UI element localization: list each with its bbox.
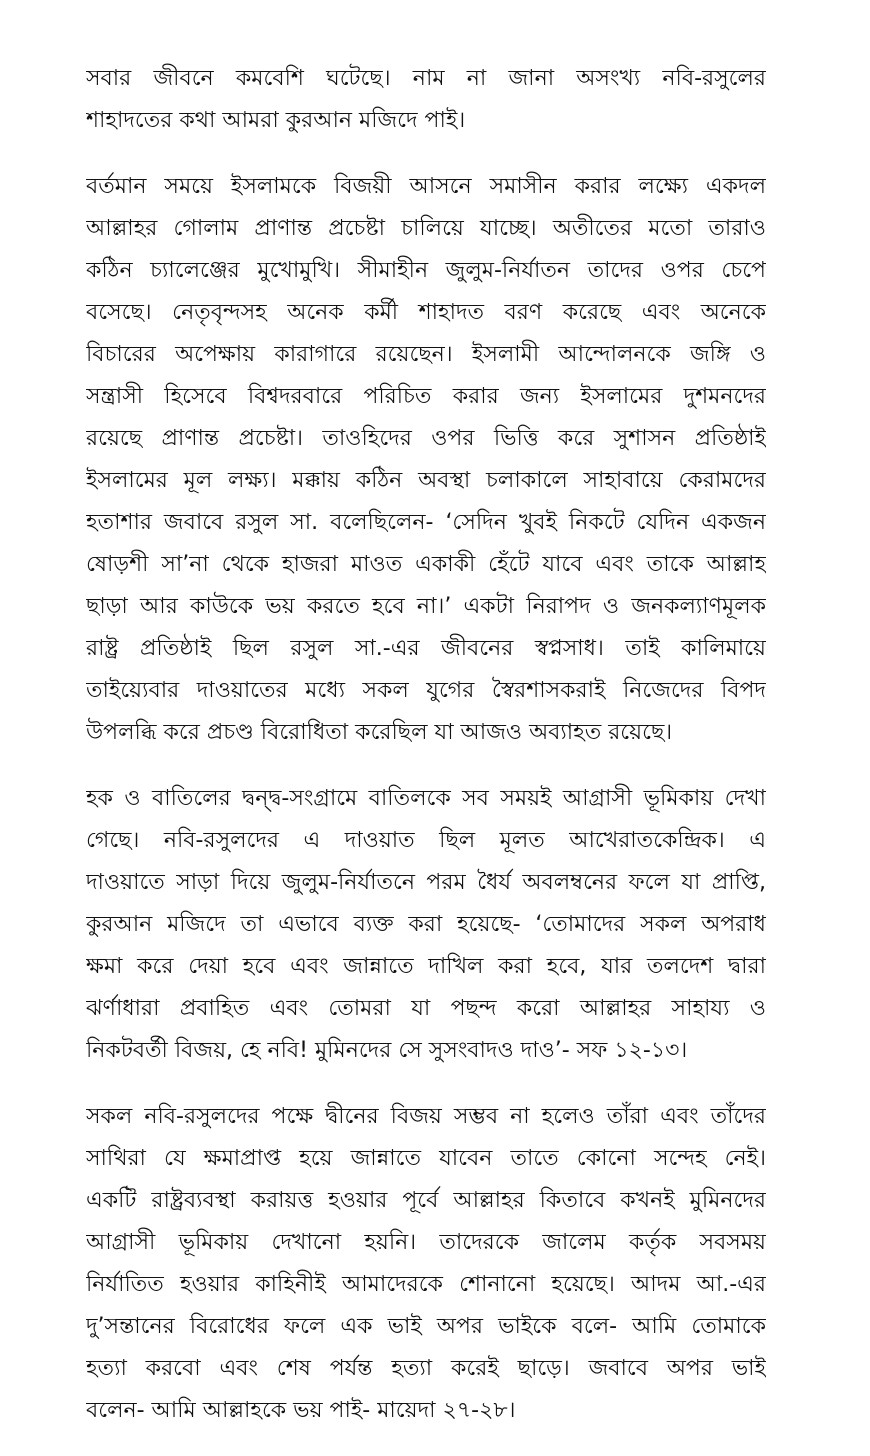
text-line: ক্ষমা করে দেয়া হবে এবং জান্নাতে দাখিল করা হবে, যার তলদেশ দ্বারা	[86, 954, 766, 979]
text-line: একটি রাষ্ট্রব্যবস্থা করায়ত্ত হওয়ার পূর্বে আল্লাহর কিতাবে কখনই মুমিনদের	[86, 1188, 766, 1213]
paragraph-1	[86, 58, 766, 142]
text-line: ইসলামের মূল লক্ষ্য। মক্কায় কঠিন অবস্থা চলাকালে সাহাবায়ে কেরামদের	[86, 468, 766, 493]
text-line: রাষ্ট্র প্রতিষ্ঠাই ছিল রসুল সা.-এর জীবনের স্বপ্নসাধ। তাই কালিমায়ে	[86, 636, 766, 661]
text-line: আল্লাহর গোলাম প্রাণান্ত প্রচেষ্টা চালিয়ে যাচ্ছে। অতীতের মতো তারাও	[86, 216, 766, 241]
paragraph-4	[86, 1096, 766, 1432]
text-line: হতাশার জবাবে রসুল সা. বলেছিলেন- ‘সেদিন খুবই নিকটে যেদিন একজন	[86, 510, 766, 535]
text-line: শাহাদতের কথা আমরা কুরআন মজিদে পাই।	[86, 108, 466, 133]
text-line: আগ্রাসী ভূমিকায় দেখানো হয়নি। তাদেরকে জালেম কর্তৃক সবসময়	[86, 1230, 766, 1255]
text-line: ছাড়া আর কাউকে ভয় করতে হবে না।’ একটা নিরাপদ ও জনকল্যাণমূলক	[86, 594, 766, 619]
text-line: রয়েছে প্রাণান্ত প্রচেষ্টা। তাওহিদের ওপর ভিত্তি করে সুশাসন প্রতিষ্ঠাই	[86, 426, 766, 451]
text-line: সকল নবি-রসুলদের পক্ষে দ্বীনের বিজয় সম্ভব না হলেও তাঁরা এবং তাঁদের	[86, 1104, 766, 1129]
text-line: গেছে। নবি-রসুলদের এ দাওয়াত ছিল মূলত আখেরাতকেন্দ্রিক। এ	[86, 828, 766, 853]
text-line: হক ও বাতিলের দ্বন্দ্ব-সংগ্রামে বাতিলকে সব সময়ই আগ্রাসী ভূমিকায় দেখা	[86, 786, 766, 811]
text-line: উপলব্ধি করে প্রচণ্ড বিরোধিতা করেছিল যা আজও অব্যাহত রয়েছে।	[86, 720, 673, 745]
text-line: তাইয়্যেবার দাওয়াতের মধ্যে সকল যুগের স্বৈরশাসকরাই নিজেদের বিপদ	[86, 678, 766, 703]
paragraph-2	[86, 166, 766, 754]
text-line: বর্তমান সময়ে ইসলামকে বিজয়ী আসনে সমাসীন করার লক্ষ্যে একদল	[86, 174, 766, 199]
text-line: সন্ত্রাসী হিসেবে বিশ্বদরবারে পরিচিত করার জন্য ইসলামের দুশমনদের	[86, 384, 766, 409]
text-line: সবার জীবনে কমবেশি ঘটেছে। নাম না জানা অসংখ্য নবি-রসুলের	[86, 66, 766, 91]
body-text	[86, 58, 766, 1456]
text-line: কুরআন মজিদে তা এভাবে ব্যক্ত করা হয়েছে- ‘তোমাদের সকল অপরাধ	[86, 912, 766, 937]
text-line: দু’সন্তানের বিরোধের ফলে এক ভাই অপর ভাইকে বলে- আমি তোমাকে	[86, 1314, 766, 1339]
text-line: ঝর্ণাধারা প্রবাহিত এবং তোমরা যা পছন্দ করো আল্লাহর সাহায্য ও	[86, 996, 766, 1021]
text-line: ষোড়শী সা’না থেকে হাজরা মাওত একাকী হেঁটে যাবে এবং তাকে আল্লাহ	[86, 552, 766, 577]
text-line: সাথিরা যে ক্ষমাপ্রাপ্ত হয়ে জান্নাতে যাবেন তাতে কোনো সন্দেহ নেই।	[86, 1146, 766, 1171]
text-line: দাওয়াতে সাড়া দিয়ে জুলুম-নির্যাতনে পরম ধৈর্য অবলম্বনের ফলে যা প্রাপ্তি,	[86, 870, 766, 895]
text-line: নিকটবর্তী বিজয়, হে নবি! মুমিনদের সে সুসংবাদও দাও’- সফ ১২-১৩।	[86, 1038, 688, 1063]
text-line: কঠিন চ্যালেঞ্জের মুখোমুখি। সীমাহীন জুলুম-নির্যাতন তাদের ওপর চেপে	[86, 258, 766, 283]
text-line: বসেছে। নেতৃবৃন্দসহ অনেক কর্মী শাহাদত বরণ করেছে এবং অনেকে	[86, 300, 766, 325]
paragraph-3	[86, 778, 766, 1072]
text-line: নির্যাতিত হওয়ার কাহিনীই আমাদেরকে শোনানো হয়েছে। আদম আ.-এর	[86, 1272, 766, 1297]
text-line: বলেন- আমি আল্লাহকে ভয় পাই- মায়েদা ২৭-২৮।	[86, 1398, 516, 1423]
text-line: হত্যা করবো এবং শেষ পর্যন্ত হত্যা করেই ছাড়ে। জবাবে অপর ভাই	[86, 1356, 766, 1381]
text-line: বিচারের অপেক্ষায় কারাগারে রয়েছেন। ইসলামী আন্দোলনকে জঙ্গি ও	[86, 342, 766, 367]
